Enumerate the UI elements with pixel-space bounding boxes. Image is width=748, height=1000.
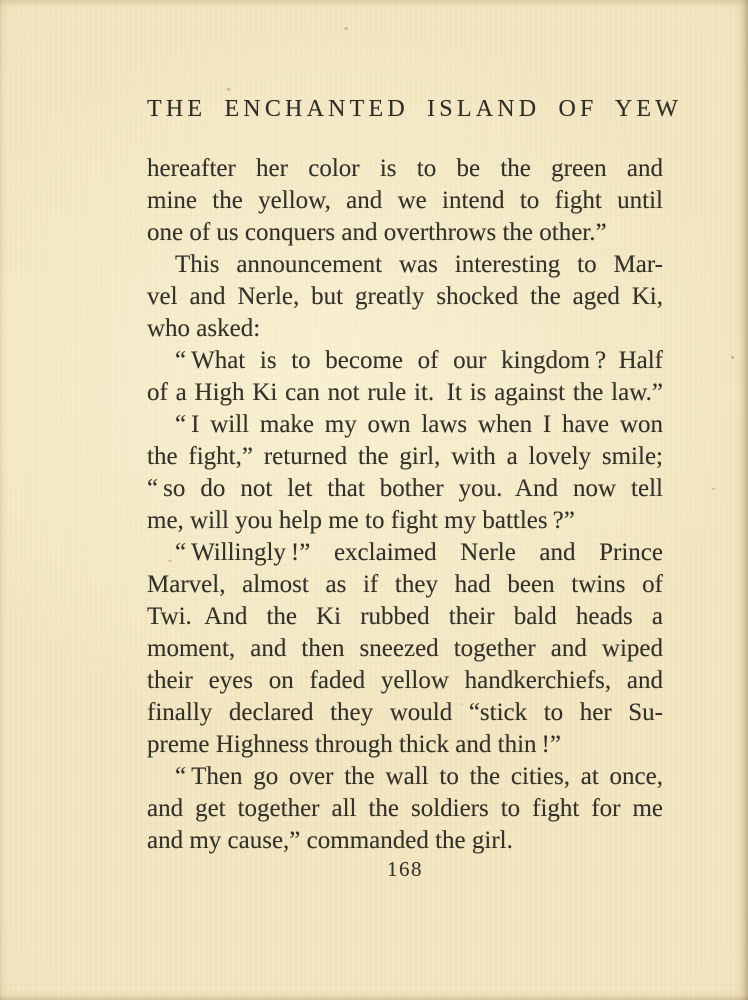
- page-number: 168: [387, 857, 423, 881]
- text-line: and get together all the soldiers to fight for me: [147, 795, 663, 822]
- paper-speck: [227, 88, 230, 91]
- paper-speck: [712, 488, 715, 490]
- text-line: mine the yellow, and we intend to fight until: [147, 187, 663, 214]
- text-line: Marvel, almost as if they had been twins of: [147, 571, 663, 598]
- text-line: hereafter her color is to be the green and: [147, 155, 663, 182]
- text-line: “ Willingly !” exclaimed Nerle and Prince: [175, 539, 663, 566]
- body-text-block: [147, 153, 663, 857]
- paper-speck: [344, 27, 348, 30]
- text-line: their eyes on faded yellow handkerchiefs, and: [147, 667, 663, 694]
- text-line: moment, and then sneezed together and wiped: [147, 635, 663, 662]
- text-line: finally declared they would “stick to her Su-: [147, 699, 663, 726]
- running-header-title: THE ENCHANTED ISLAND OF YEW: [147, 96, 683, 122]
- text-line: vel and Nerle, but greatly shocked the aged Ki,: [147, 283, 663, 310]
- text-line: the fight,” returned the girl, with a lovely smile;: [147, 443, 663, 470]
- text-line: “ I will make my own laws when I have won: [175, 411, 663, 438]
- text-line: This announcement was interesting to Mar-: [175, 251, 663, 278]
- text-line: preme Highness through thick and thin !”: [147, 731, 561, 758]
- text-line: me, will you help me to fight my battles ?”: [147, 507, 575, 534]
- text-line: who asked:: [147, 315, 261, 342]
- text-line: “ Then go over the wall to the cities, at once,: [175, 763, 663, 790]
- text-line: “ What is to become of our kingdom ? Half: [175, 347, 663, 374]
- text-line: “ so do not let that bother you. And now tell: [147, 475, 663, 502]
- text-line: Twi. And the Ki rubbed their bald heads a: [147, 603, 663, 630]
- paper-speck: [731, 356, 734, 359]
- text-line: of a High Ki can not rule it. It is against the law.”: [147, 379, 663, 406]
- text-line: and my cause,” commanded the girl.: [147, 827, 513, 854]
- text-line: one of us conquers and overthrows the other.”: [147, 219, 607, 246]
